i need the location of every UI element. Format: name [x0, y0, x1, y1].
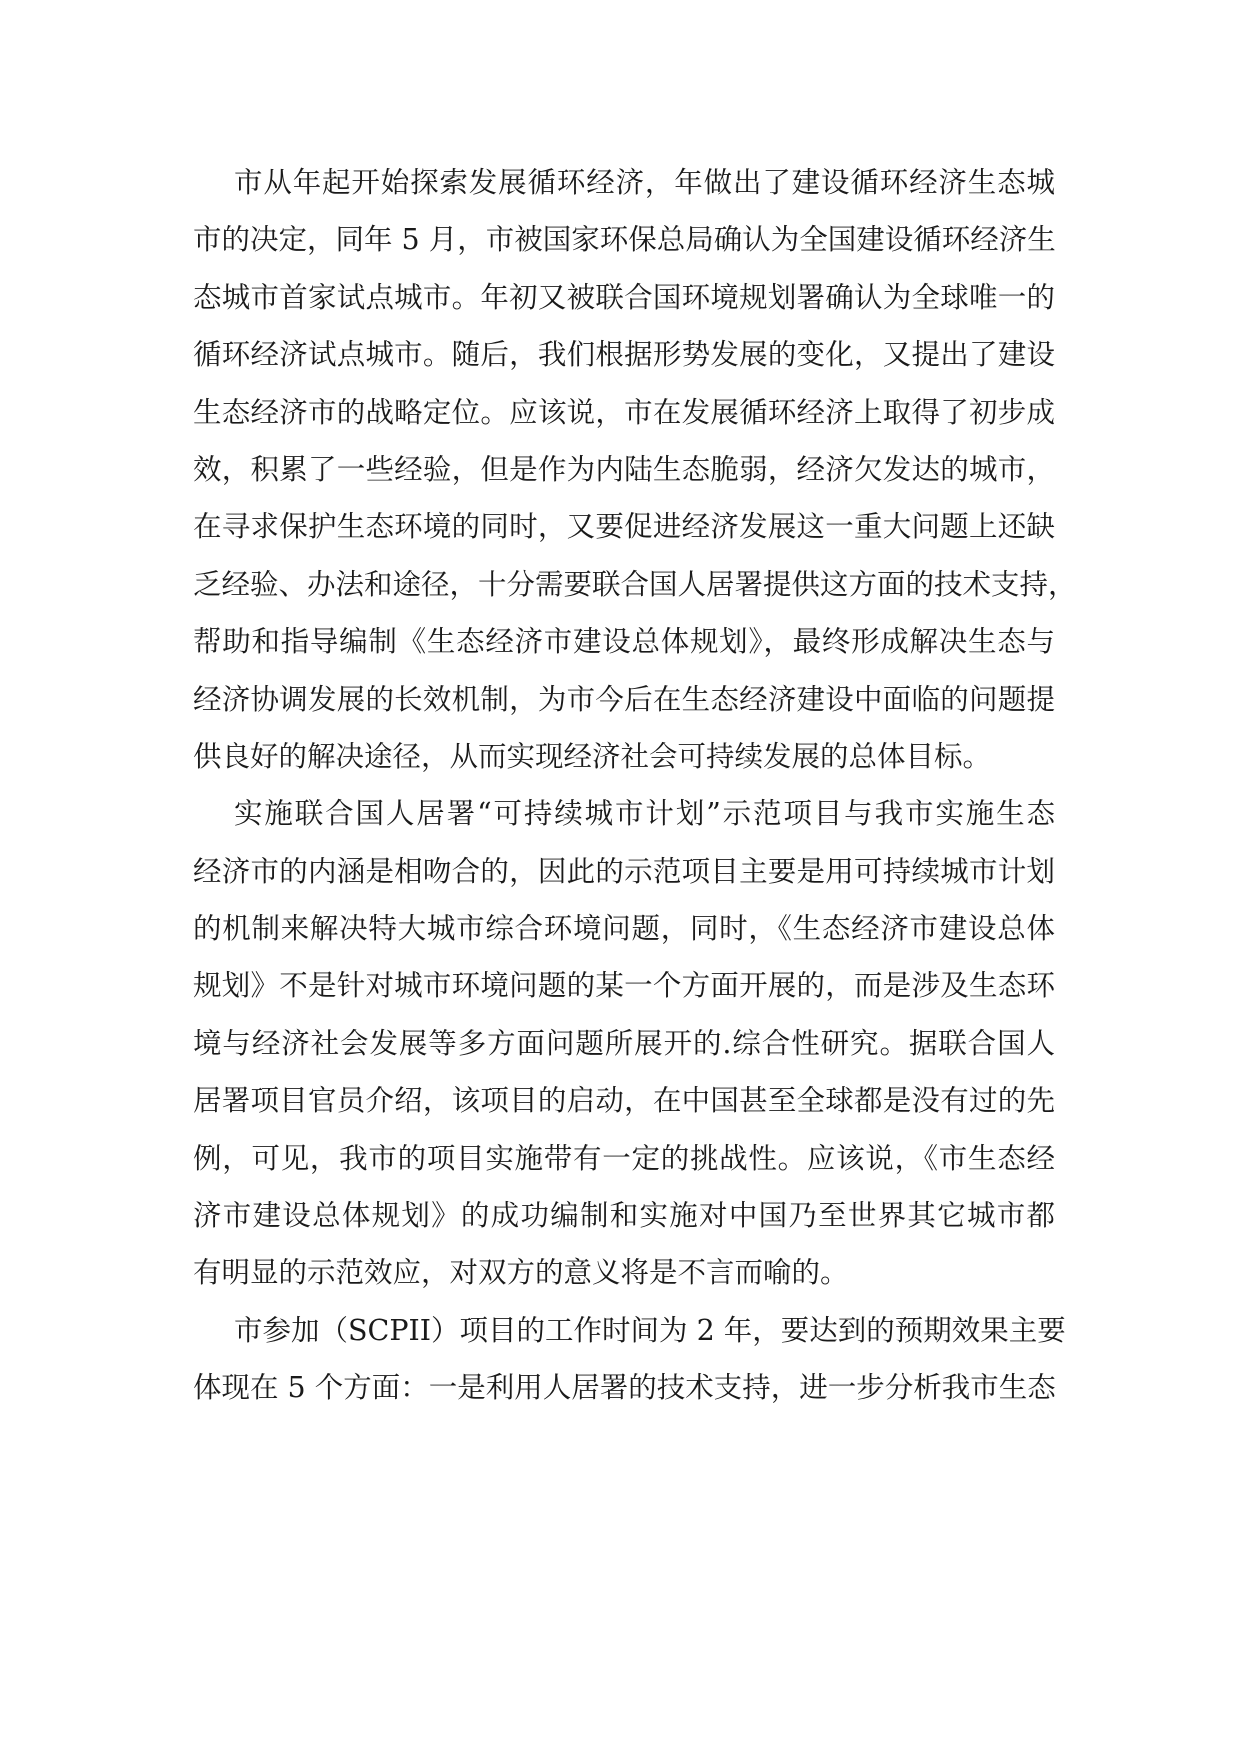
paragraph-2-line-3: 的机制来解决特大城市综合环境问题，同时，《生态经济市建设总体 — [193, 912, 1055, 946]
paragraph-2-line-6: 居署项目官员介绍，该项目的启动，在中国甚至全球都是没有过的先 — [193, 1084, 1055, 1118]
paragraph-1-line-10: 经济协调发展的长效机制，为市今后在生态经济建设中面临的问题提 — [193, 682, 1055, 716]
paragraph-3-line-1: 市参加（SCPII）项目的工作时间为 2 年，要达到的预期效果主要 — [234, 1313, 1066, 1347]
paragraph-1-line-9: 帮助和指导编制《生态经济市建设总体规划》，最终形成解决生态与 — [193, 625, 1055, 659]
paragraph-1-line-4: 循环经济试点城市。随后，我们根据形势发展的变化，又提出了建设 — [193, 338, 1055, 372]
paragraph-2-line-2: 经济市的内涵是相吻合的，因此的示范项目主要是用可持续城市计划 — [193, 854, 1055, 888]
paragraph-1-line-8: 乏经验、办法和途径，十分需要联合国人居署提供这方面的技术支持， — [193, 567, 1077, 601]
paragraph-1-line-7: 在寻求保护生态环境的同时，又要促进经济发展这一重大问题上还缺 — [193, 510, 1055, 544]
paragraph-2-line-9: 有明显的示范效应，对双方的意义将是不言而喻的。 — [193, 1256, 849, 1290]
paragraph-2-line-1: 实施联合国人居署“可持续城市计划”示范项目与我市实施生态 — [234, 797, 1055, 831]
paragraph-1-line-6: 效，积累了一些经验，但是作为内陆生态脆弱，经济欠发达的城市， — [193, 452, 1055, 486]
paragraph-1-line-5: 生态经济市的战略定位。应该说，市在发展循环经济上取得了初步成 — [193, 395, 1055, 429]
paragraph-1-line-2: 市的决定，同年 5 月，市被国家环保总局确认为全国建设循环经济生 — [193, 223, 1056, 257]
paragraph-1-line-3: 态城市首家试点城市。年初又被联合国环境规划署确认为全球唯一的 — [193, 280, 1055, 314]
paragraph-1-line-1: 市从年起开始探索发展循环经济，年做出了建设循环经济生态城 — [234, 166, 1055, 199]
paragraph-3-line-2: 体现在 5 个方面：一是利用人居署的技术支持，进一步分析我市生态 — [193, 1371, 1056, 1405]
document-body — [193, 154, 1077, 1417]
paragraph-2-line-7: 例，可见，我市的项目实施带有一定的挑战性。应该说，《市生态经 — [193, 1141, 1055, 1175]
paragraph-1-line-11: 供良好的解决途径，从而实现经济社会可持续发展的总体目标。 — [193, 739, 992, 773]
paragraph-2-line-8: 济市建设总体规划》的成功编制和实施对中国乃至世界其它城市都 — [193, 1199, 1055, 1233]
paragraph-2-line-4: 规划》不是针对城市环境问题的某一个方面开展的，而是涉及生态环 — [193, 969, 1055, 1003]
paragraph-2-line-5: 境与经济社会发展等多方面问题所展开的.综合性研究。据联合国人 — [193, 1026, 1055, 1060]
